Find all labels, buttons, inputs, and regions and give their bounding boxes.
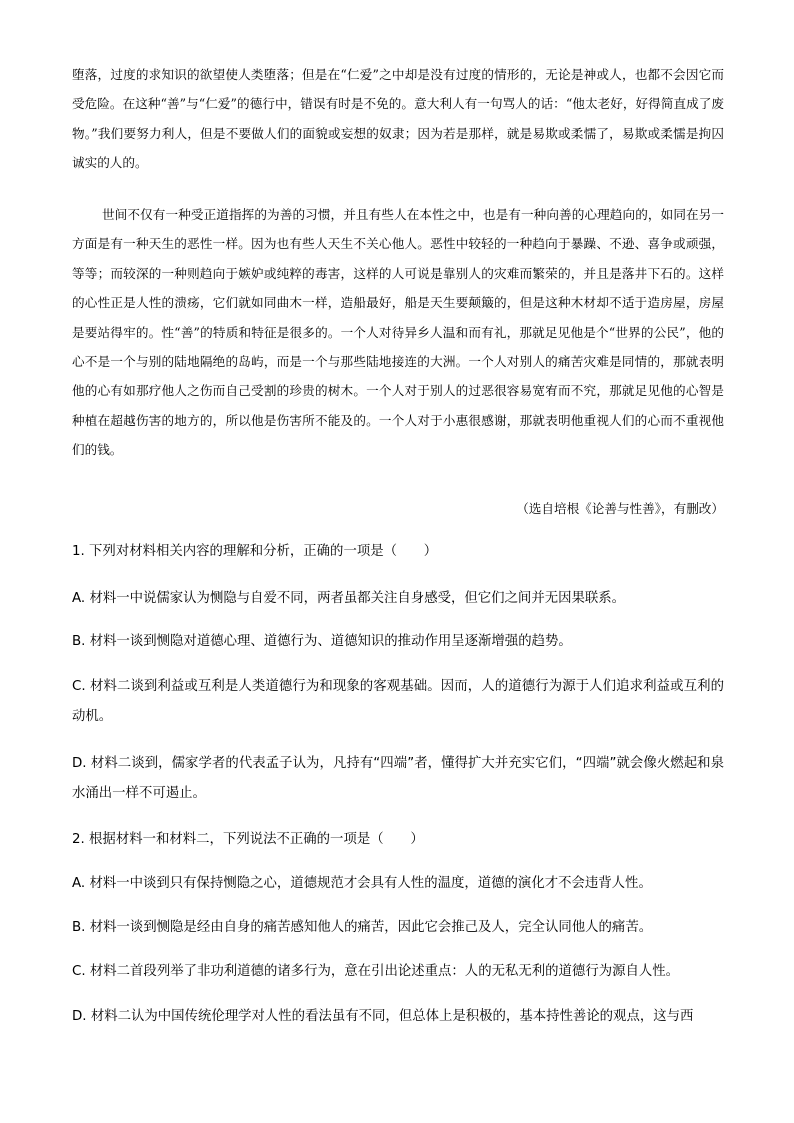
question-option: A. 材料一中谈到只有保持恻隐之心，道德规范才会具有人性的温度，道德的演化才不会违背人性。 xyxy=(72,876,652,891)
question-option: B. 材料一谈到恻隐对道德心理、道德行为、道德知识的推动作用呈逐渐增强的趋势。 xyxy=(72,634,572,649)
question-option: A. 材料一中说儒家认为恻隐与自爱不同，两者虽都关注自身感受，但它们之间并无因果联系。 xyxy=(72,591,626,606)
passage-paragraph: 堕落，过度的求知识的欲望使人类堕落；但是在“仁爱”之中却是没有过度的情形的，无论是神或人，也都不会因它而受危险。在这种“善”与“仁爱”的德行中，错误有时是不免的。意大利人有一句骂人的话：“他太老好，好得简直成了废物。”我们要努力利人，但是不要做人们的面貌或妄想的奴隶；因为若是那样，就是易欺或柔懦了，易欺或柔懦是拘囚诚实的人的。 xyxy=(72,67,724,171)
question-stem: 1. 下列对材料相关内容的理解和分析，正确的一项是（ ） xyxy=(72,544,438,559)
question-option: D. 材料二谈到，儒家学者的代表孟子认为，凡持有“四端”者，懂得扩大并充实它们，“四端”就会像火燃起和泉水涌出一样不可遏止。 xyxy=(72,756,724,801)
question-option: B. 材料一谈到恻隐是经由自身的痛苦感知他人的痛苦，因此它会推己及人，完全认同他人的痛苦。 xyxy=(72,920,653,935)
question-option: C. 材料二谈到利益或互利是人类道德行为和现象的客观基础。因而，人的道德行为源于人们追求利益或互利的动机。 xyxy=(72,679,724,724)
question-option: D. 材料二认为中国传统伦理学对人性的看法虽有不同，但总体上是积极的，基本持性善论的观点，这与西 xyxy=(72,1009,694,1024)
question-stem: 2. 根据材料一和材料二，下列说法不正确的一项是（ ） xyxy=(72,832,424,847)
question-option: C. 材料二首段列举了非功利道德的诸多行为，意在引出论述重点：人的无私无利的道德行为源自人性。 xyxy=(72,964,680,979)
passage-paragraph: 世间不仅有一种受正道指挥的为善的习惯，并且有些人在本性之中，也是有一种向善的心理趋向的，如同在另一方面是有一种天生的恶性一样。因为也有些人天生不关心他人。恶性中较轻的一种趋向于暴躁、不逊、喜争或顽强，等等；而较深的一种则趋向于嫉妒或纯粹的毒害，这样的人可说是靠别人的灾难而繁荣的，并且是落井下石的。这样的心性正是人性的溃疡，它们就如同曲木一样，造船最好，船是天生要颠簸的，但是这种木材却不适于造房屋，房屋是要站得牢的。性“善”的特质和特征是很多的。一个人对待异乡人温和而有礼，那就足见他是个“世界的公民”，他的心不是一个与别的陆地隔绝的岛屿，而是一个与那些陆地接连的大洲。一个人对别人的痛苦灾难是同情的，那就表明他的心有如那疗他人之伤而自己受割的珍贵的树木。一个人对于别人的过恶很容易宽宥而不究，那就足见他的心智是种植在超越伤害的地方的，所以他是伤害所不能及的。一个人对于小惠很感谢，那就表明他重视人们的心而不重视他们的钱。 xyxy=(72,207,724,458)
passage-source: （选自培根《论善与性善》，有删改） xyxy=(516,501,724,516)
